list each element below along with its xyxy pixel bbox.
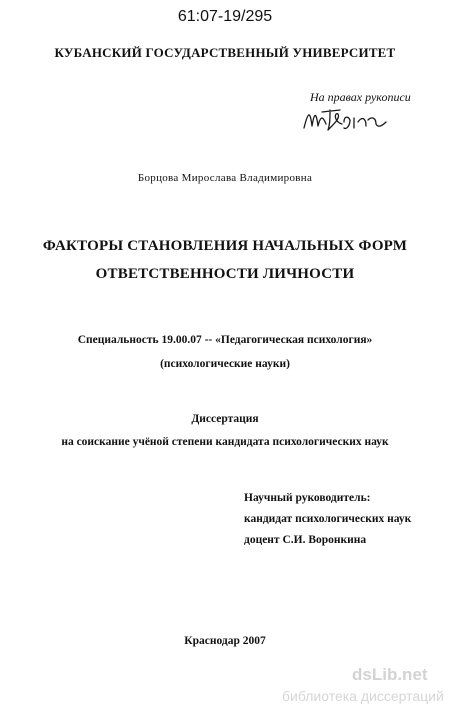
supervisor-block — [244, 488, 411, 551]
manuscript-note: На правах рукописи — [310, 90, 411, 104]
specialty-line: Специальность 19.00.07 -- «Педагогическая психология» — [77, 334, 373, 346]
science-field: (психологические науки) — [160, 358, 290, 370]
city-year: Краснодар 2007 — [184, 635, 266, 647]
supervisor-label: Научный руководитель: — [244, 492, 371, 504]
specialty-block — [0, 328, 450, 376]
title-line-2: ОТВЕТСТВЕННОСТИ ЛИЧНОСТИ — [95, 266, 355, 282]
degree-line: на соискание учёной степени кандидата психологических наук — [61, 436, 389, 448]
signature-image — [300, 104, 390, 134]
title-line-1: ФАКТОРЫ СТАНОВЛЕНИЯ НАЧАЛЬНЫХ ФОРМ — [42, 238, 408, 254]
watermark-subtitle: библиотека диссертаций — [282, 688, 444, 704]
supervisor-name: доцент С.И. Воронкина — [244, 534, 367, 546]
dissertation-block — [0, 408, 450, 454]
library-code: 61:07-19/295 — [177, 8, 273, 25]
dissertation-title — [0, 232, 450, 288]
author-name: Борцова Мирослава Владимировна — [137, 172, 313, 184]
dissertation-label: Диссертация — [191, 413, 259, 425]
supervisor-degree: кандидат психологических наук — [244, 513, 412, 525]
watermark-logo: dsLib.net — [352, 665, 428, 684]
university-name: КУБАНСКИЙ ГОСУДАРСТВЕННЫЙ УНИВЕРСИТЕТ — [54, 45, 396, 60]
